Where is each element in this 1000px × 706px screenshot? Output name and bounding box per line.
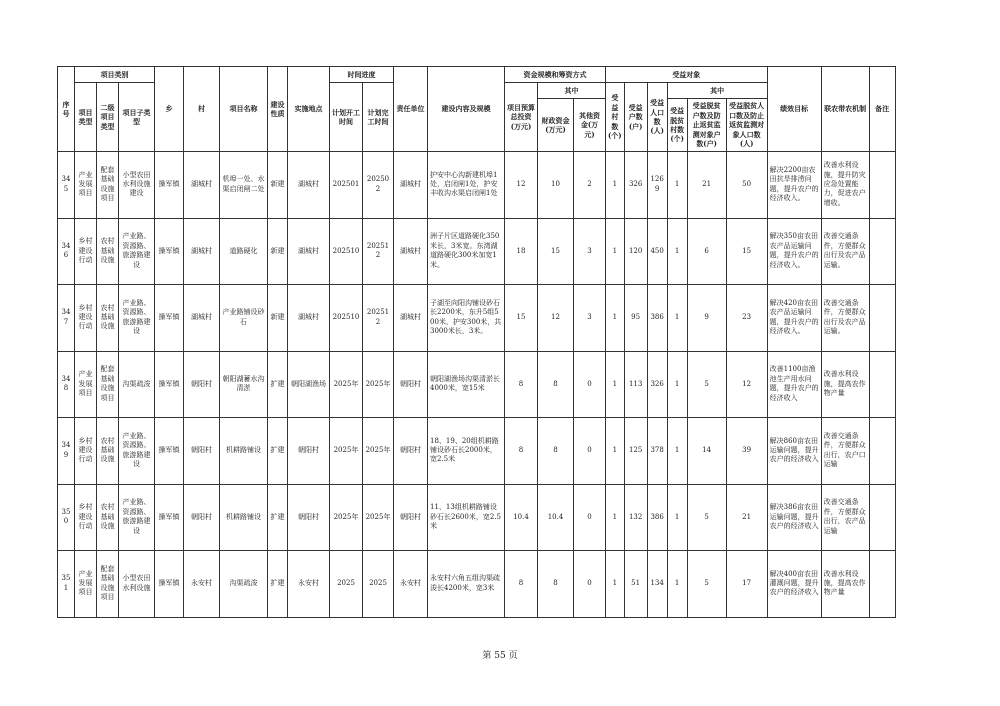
row-ben-population: 134 bbox=[647, 551, 667, 618]
row-other: 0 bbox=[574, 551, 606, 618]
row-village: 湖城村 bbox=[184, 285, 220, 352]
row-content: 护安中心沟新建机埠1处，启闭闸1处，护安丰收沟水渠启闭闸1处 bbox=[428, 152, 505, 219]
row-project-type: 产业发展项目 bbox=[75, 351, 97, 418]
header-other: 其他资金(万元) bbox=[574, 99, 606, 152]
row-location: 朝阳村 bbox=[288, 484, 330, 551]
row-level2-type: 配套基础设施项目 bbox=[97, 152, 119, 219]
row-seq: 346 bbox=[58, 218, 75, 285]
header-ben-population: 受益人口数(人) bbox=[647, 83, 667, 152]
row-end: 2025 bbox=[363, 551, 394, 618]
row-village: 朝阳村 bbox=[184, 484, 220, 551]
row-fiscal: 8 bbox=[538, 418, 574, 485]
row-responsible: 朝阳村 bbox=[394, 351, 428, 418]
header-township: 乡 bbox=[155, 67, 184, 152]
row-remark bbox=[869, 418, 895, 485]
header-funding: 资金规模和筹资方式 bbox=[505, 67, 606, 83]
row-seq: 350 bbox=[58, 484, 75, 551]
row-mechanism: 改善交通条件，方便群众出行及农产品运输。 bbox=[821, 218, 869, 285]
row-ben-population: 450 bbox=[647, 218, 667, 285]
row-content: 11、13组机耕路铺设砂石长2600米，宽2.5米 bbox=[428, 484, 505, 551]
row-goal: 解决420亩农田农产品运输问题，提升农户的经济收入。 bbox=[767, 285, 821, 352]
header-build-nature: 建设性质 bbox=[268, 67, 288, 152]
row-poor-villages: 1 bbox=[667, 418, 687, 485]
row-seq: 345 bbox=[58, 152, 75, 219]
row-other: 0 bbox=[574, 484, 606, 551]
row-project-name: 机耕路铺设 bbox=[220, 418, 268, 485]
header-remarks: 备注 bbox=[869, 67, 895, 152]
row-sub-type: 小型农田水利设施建设 bbox=[119, 152, 155, 219]
row-project-name: 沟渠疏浚 bbox=[220, 551, 268, 618]
row-content: 朝阳湖渔场沟渠清淤长4000米，宽15米 bbox=[428, 351, 505, 418]
row-poor-villages: 1 bbox=[667, 351, 687, 418]
row-goal: 改善1100亩渔池生产用水问题，提升农户的经济收入 bbox=[767, 351, 821, 418]
row-poor-villages: 1 bbox=[667, 551, 687, 618]
row-fiscal: 12 bbox=[538, 285, 574, 352]
header-ben-villages: 受益村数(个) bbox=[606, 83, 625, 152]
row-goal: 解决350亩农田农产品运输问题，提升农户的经济收入。 bbox=[767, 218, 821, 285]
row-budget: 12 bbox=[505, 152, 538, 219]
row-village: 湖城村 bbox=[184, 152, 220, 219]
row-ben-villages: 1 bbox=[606, 285, 625, 352]
row-goal: 解决860亩农田运输问题，提升农户的经济收入 bbox=[767, 418, 821, 485]
row-township: 操军镇 bbox=[155, 218, 184, 285]
row-level2-type: 配套基础设施项目 bbox=[97, 551, 119, 618]
row-location: 湖城村 bbox=[288, 218, 330, 285]
row-build-nature: 扩建 bbox=[268, 484, 288, 551]
row-content: 子湖至向阳沟铺设砂石长2200米，东升5组500米，护安300米，共3000米长，3米。 bbox=[428, 285, 505, 352]
row-start: 202501 bbox=[330, 152, 363, 219]
row-ben-villages: 1 bbox=[606, 484, 625, 551]
row-seq: 347 bbox=[58, 285, 75, 352]
row-sub-type: 产业路、资源路、旅游路建设 bbox=[119, 418, 155, 485]
row-budget: 8 bbox=[505, 351, 538, 418]
row-budget: 18 bbox=[505, 218, 538, 285]
row-build-nature: 新建 bbox=[268, 218, 288, 285]
row-content: 洲子片区道路硬化350米长，3米宽。东湾湖道路硬化300米加宽1米。 bbox=[428, 218, 505, 285]
row-level2-type: 农村基础设施 bbox=[97, 418, 119, 485]
row-goal: 解决386亩农田运输问题，提升 农户的经济收入 bbox=[767, 484, 821, 551]
header-budget: 项目预算总投资(万元) bbox=[505, 83, 538, 152]
header-poor-households: 受益脱贫户数及防止返贫监测对象户数(户) bbox=[687, 99, 726, 152]
row-project-type: 乡村建设行动 bbox=[75, 418, 97, 485]
row-village: 朝阳村 bbox=[184, 351, 220, 418]
table-row bbox=[58, 351, 896, 418]
row-ben-households: 326 bbox=[624, 152, 647, 219]
row-other: 3 bbox=[574, 285, 606, 352]
row-poor-villages: 1 bbox=[667, 484, 687, 551]
row-budget: 15 bbox=[505, 285, 538, 352]
row-level2-type: 农村基础设施 bbox=[97, 218, 119, 285]
row-sub-type: 产业路、资源路、旅游路建设 bbox=[119, 218, 155, 285]
header-poor-population: 受益脱贫人口数及防止返贫监测对象人口数(人) bbox=[726, 99, 767, 152]
row-goal: 解决2200亩农田抗旱排涝问题，提升农户的经济收入。 bbox=[767, 152, 821, 219]
header-level2-type: 二级项目类型 bbox=[97, 83, 119, 152]
row-start: 2025年 bbox=[330, 351, 363, 418]
header-location: 实施地点 bbox=[288, 67, 330, 152]
row-content: 永安村六角五组沟渠疏浚长4200米，宽3米 bbox=[428, 551, 505, 618]
row-responsible: 永安村 bbox=[394, 551, 428, 618]
row-fiscal: 10.4 bbox=[538, 484, 574, 551]
row-poor-villages: 1 bbox=[667, 285, 687, 352]
row-end: 202512 bbox=[363, 285, 394, 352]
row-remark bbox=[869, 218, 895, 285]
row-project-name: 道路硬化 bbox=[220, 218, 268, 285]
row-township: 操军镇 bbox=[155, 285, 184, 352]
header-project-type: 项目类型 bbox=[75, 83, 97, 152]
row-sub-type: 小型农田水利设施 bbox=[119, 551, 155, 618]
header-content: 建设内容及规模 bbox=[428, 67, 505, 152]
row-ben-households: 132 bbox=[624, 484, 647, 551]
header-responsible: 责任单位 bbox=[394, 67, 428, 152]
row-start: 2025 bbox=[330, 551, 363, 618]
row-mechanism: 改善交通条件，方便群众出行，农产品运输 bbox=[821, 484, 869, 551]
row-ben-villages: 1 bbox=[606, 218, 625, 285]
row-poor-population: 39 bbox=[726, 418, 767, 485]
row-mechanism: 改善水利设施，提升防灾应急处置能力，促进农户增收。 bbox=[821, 152, 869, 219]
row-build-nature: 新建 bbox=[268, 285, 288, 352]
row-project-type: 乡村建设行动 bbox=[75, 218, 97, 285]
row-sub-type: 产业路、资源路、旅游路建设 bbox=[119, 484, 155, 551]
row-ben-households: 95 bbox=[624, 285, 647, 352]
row-township: 操军镇 bbox=[155, 484, 184, 551]
row-end: 2025年 bbox=[363, 418, 394, 485]
row-poor-households: 14 bbox=[687, 418, 726, 485]
row-other: 3 bbox=[574, 218, 606, 285]
row-project-name: 机耕路铺设 bbox=[220, 484, 268, 551]
row-ben-villages: 1 bbox=[606, 152, 625, 219]
row-location: 朝阳村 bbox=[288, 418, 330, 485]
row-remark bbox=[869, 551, 895, 618]
row-ben-population: 386 bbox=[647, 285, 667, 352]
header-schedule: 时间进度 bbox=[330, 67, 394, 83]
row-build-nature: 扩建 bbox=[268, 418, 288, 485]
row-fiscal: 15 bbox=[538, 218, 574, 285]
row-project-type: 乡村建设行动 bbox=[75, 285, 97, 352]
row-township: 操军镇 bbox=[155, 418, 184, 485]
row-content: 18、19、20组机耕路铺设砂石长2000米，宽2.5米 bbox=[428, 418, 505, 485]
header-end: 计划完工时间 bbox=[363, 83, 394, 152]
row-responsible: 朝阳村 bbox=[394, 418, 428, 485]
row-village: 永安村 bbox=[184, 551, 220, 618]
table-row bbox=[58, 285, 896, 352]
row-build-nature: 扩建 bbox=[268, 551, 288, 618]
row-build-nature: 扩建 bbox=[268, 351, 288, 418]
row-poor-households: 5 bbox=[687, 484, 726, 551]
row-level2-type: 配套基础设施项目 bbox=[97, 351, 119, 418]
header-of-which-2: 其中 bbox=[667, 83, 767, 99]
row-remark bbox=[869, 285, 895, 352]
row-fiscal: 8 bbox=[538, 351, 574, 418]
table-row bbox=[58, 551, 896, 618]
row-ben-population: 326 bbox=[647, 351, 667, 418]
row-location: 湖城村 bbox=[288, 285, 330, 352]
row-budget: 10.4 bbox=[505, 484, 538, 551]
row-fiscal: 8 bbox=[538, 551, 574, 618]
row-build-nature: 新建 bbox=[268, 152, 288, 219]
row-start: 202510 bbox=[330, 285, 363, 352]
table-row bbox=[58, 218, 896, 285]
row-seq: 349 bbox=[58, 418, 75, 485]
row-ben-households: 125 bbox=[624, 418, 647, 485]
row-location: 湖城村 bbox=[288, 152, 330, 219]
row-other: 2 bbox=[574, 152, 606, 219]
row-poor-households: 9 bbox=[687, 285, 726, 352]
row-end: 2025年 bbox=[363, 484, 394, 551]
row-poor-villages: 1 bbox=[667, 152, 687, 219]
row-responsible: 湖城村 bbox=[394, 152, 428, 219]
project-table bbox=[57, 66, 896, 618]
row-poor-population: 21 bbox=[726, 484, 767, 551]
row-project-name: 朝阳湖蓄水沟清淤 bbox=[220, 351, 268, 418]
row-end: 202512 bbox=[363, 218, 394, 285]
row-poor-population: 15 bbox=[726, 218, 767, 285]
row-sub-type: 产业路、资源路、旅游路建设 bbox=[119, 285, 155, 352]
row-level2-type: 农村基础设施 bbox=[97, 285, 119, 352]
row-village: 湖城村 bbox=[184, 218, 220, 285]
row-ben-population: 1269 bbox=[647, 152, 667, 219]
table-row bbox=[58, 484, 896, 551]
header-beneficiaries: 受益对象 bbox=[606, 67, 768, 83]
row-mechanism: 改善水利设施，提高农作物产量 bbox=[821, 351, 869, 418]
header-fiscal: 财政资金(万元) bbox=[538, 99, 574, 152]
row-responsible: 湖城村 bbox=[394, 285, 428, 352]
row-project-name: 机埠一处、水渠启闭闸二处 bbox=[220, 152, 268, 219]
header-project-name: 项目名称 bbox=[220, 67, 268, 152]
row-township: 操军镇 bbox=[155, 551, 184, 618]
row-responsible: 湖城村 bbox=[394, 218, 428, 285]
header-of-which: 其中 bbox=[538, 83, 606, 99]
header-project-category: 项目类别 bbox=[75, 67, 155, 83]
header-start: 计划开工时间 bbox=[330, 83, 363, 152]
row-other: 0 bbox=[574, 351, 606, 418]
row-village: 朝阳村 bbox=[184, 418, 220, 485]
row-poor-population: 23 bbox=[726, 285, 767, 352]
row-ben-population: 386 bbox=[647, 484, 667, 551]
row-seq: 348 bbox=[58, 351, 75, 418]
row-ben-households: 51 bbox=[624, 551, 647, 618]
row-project-type: 产业发展项目 bbox=[75, 152, 97, 219]
row-poor-population: 12 bbox=[726, 351, 767, 418]
project-table-container bbox=[57, 66, 896, 618]
row-poor-households: 5 bbox=[687, 351, 726, 418]
row-end: 2025年 bbox=[363, 351, 394, 418]
row-ben-population: 378 bbox=[647, 418, 667, 485]
row-ben-villages: 1 bbox=[606, 351, 625, 418]
row-poor-households: 5 bbox=[687, 551, 726, 618]
row-township: 操军镇 bbox=[155, 351, 184, 418]
row-other: 0 bbox=[574, 418, 606, 485]
row-poor-population: 50 bbox=[726, 152, 767, 219]
table-row bbox=[58, 418, 896, 485]
row-township: 操军镇 bbox=[155, 152, 184, 219]
row-location: 永安村 bbox=[288, 551, 330, 618]
row-ben-villages: 1 bbox=[606, 551, 625, 618]
row-goal: 解决400亩农田灌溉问题，提升农户的经济收入 bbox=[767, 551, 821, 618]
header-goal: 绩效目标 bbox=[767, 67, 821, 152]
row-project-type: 乡村建设行动 bbox=[75, 484, 97, 551]
row-poor-households: 6 bbox=[687, 218, 726, 285]
row-ben-villages: 1 bbox=[606, 418, 625, 485]
row-poor-villages: 1 bbox=[667, 218, 687, 285]
row-budget: 8 bbox=[505, 551, 538, 618]
row-remark bbox=[869, 152, 895, 219]
row-start: 202510 bbox=[330, 218, 363, 285]
row-budget: 8 bbox=[505, 418, 538, 485]
row-mechanism: 改善交通条件，方便群众出行及农产品运输。 bbox=[821, 285, 869, 352]
header-village: 村 bbox=[184, 67, 220, 152]
row-remark bbox=[869, 351, 895, 418]
row-seq: 351 bbox=[58, 551, 75, 618]
row-mechanism: 改善交通条件，方便群众出行，农户口运输 bbox=[821, 418, 869, 485]
header-sub-type: 项目子类型 bbox=[119, 83, 155, 152]
table-row bbox=[58, 152, 896, 219]
row-ben-households: 120 bbox=[624, 218, 647, 285]
row-remark bbox=[869, 484, 895, 551]
row-project-type: 产业发展项目 bbox=[75, 551, 97, 618]
row-start: 2025年 bbox=[330, 484, 363, 551]
row-mechanism: 改善水利设施，提高农作物产量 bbox=[821, 551, 869, 618]
row-level2-type: 农村基础设施 bbox=[97, 484, 119, 551]
header-ben-households: 受益户数(户) bbox=[624, 83, 647, 152]
header-mechanism: 联农带农机制 bbox=[821, 67, 869, 152]
row-ben-households: 113 bbox=[624, 351, 647, 418]
row-responsible: 朝阳村 bbox=[394, 484, 428, 551]
row-fiscal: 10 bbox=[538, 152, 574, 219]
row-end: 202502 bbox=[363, 152, 394, 219]
page-number: 第 55 页 bbox=[482, 651, 518, 661]
header-seq: 序号 bbox=[58, 67, 75, 152]
header-poor-villages: 受益脱贫村数(个) bbox=[667, 99, 687, 152]
row-poor-households: 21 bbox=[687, 152, 726, 219]
row-project-name: 产业路铺设砂石 bbox=[220, 285, 268, 352]
row-start: 2025年 bbox=[330, 418, 363, 485]
row-sub-type: 沟渠疏浚 bbox=[119, 351, 155, 418]
row-poor-population: 17 bbox=[726, 551, 767, 618]
row-location: 朝阳湖渔场 bbox=[288, 351, 330, 418]
